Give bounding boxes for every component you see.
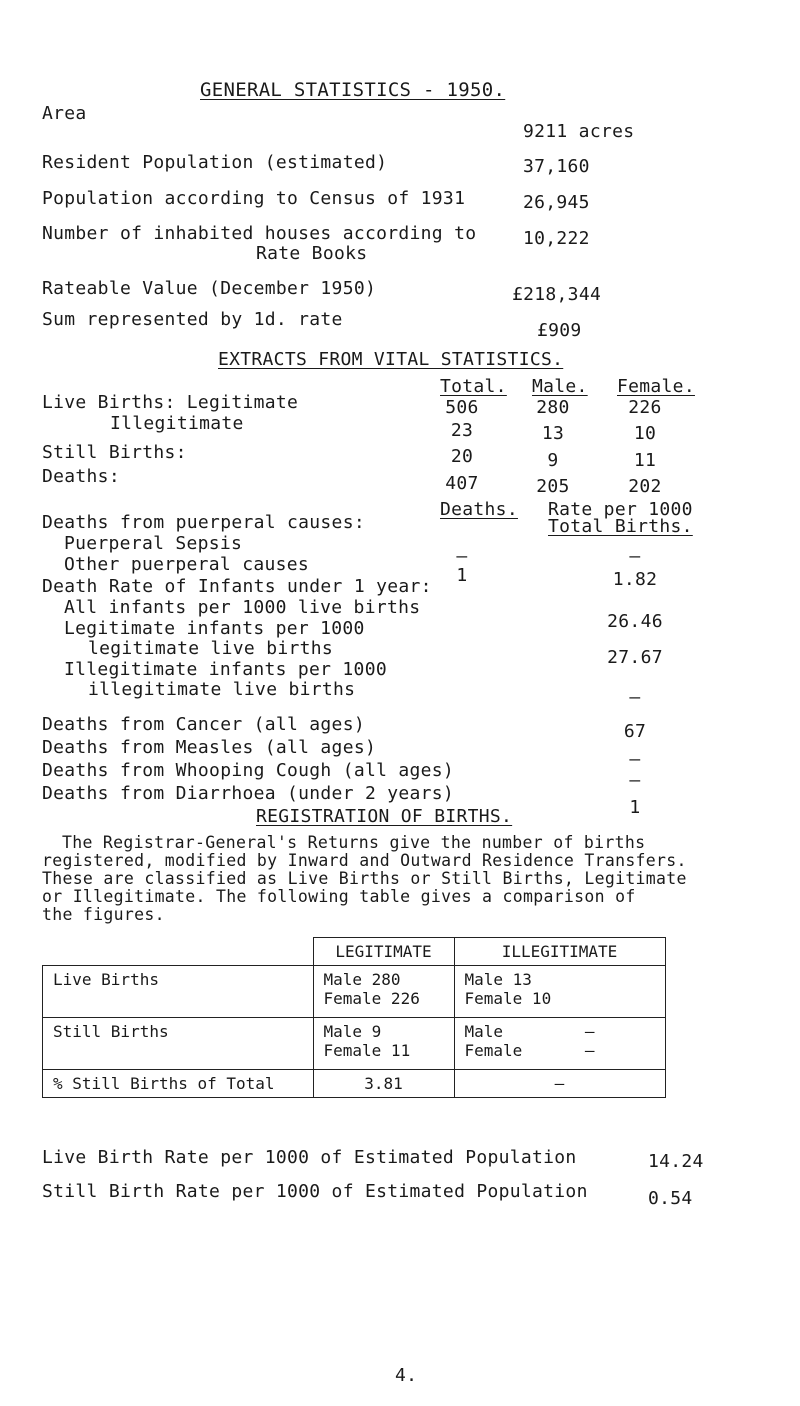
illegit-infants-label-2: illegitimate live births bbox=[88, 679, 356, 700]
resident-population-value: 37,160 bbox=[523, 156, 590, 177]
table-row bbox=[43, 966, 666, 1018]
pct-still-births-illegitimate: – bbox=[454, 1070, 665, 1098]
deaths-female: 202 bbox=[628, 476, 662, 497]
penny-rate-value: £909 bbox=[537, 320, 582, 341]
registration-heading: REGISTRATION OF BIRTHS. bbox=[256, 806, 513, 827]
comparison-table bbox=[42, 937, 666, 1098]
puerperal-sepsis-deaths: – bbox=[456, 546, 468, 567]
puerperal-causes-label: Deaths from puerperal causes: bbox=[42, 512, 365, 533]
other-puerperal-deaths: 1 bbox=[456, 565, 468, 586]
census-population-label: Population according to Census of 1931 bbox=[42, 188, 466, 209]
live-illegit-female-cell: Female 10 bbox=[464, 989, 552, 1008]
other-puerperal-rate: 1.82 bbox=[612, 569, 658, 590]
still-births-row-label: Still Births bbox=[43, 1018, 314, 1070]
inhabited-houses-label-2: Rate Books bbox=[256, 243, 368, 264]
still-illegit-male-value: – bbox=[584, 1022, 595, 1041]
puerperal-sepsis-label: Puerperal Sepsis bbox=[64, 533, 243, 554]
live-illegit-total: 23 bbox=[450, 420, 474, 441]
legit-infants-label-1: Legitimate infants per 1000 bbox=[64, 618, 365, 639]
paragraph-line-4: or Illegitimate. The following table gives a comparison of bbox=[42, 887, 636, 906]
paragraph-line-3: These are classified as Live Births or Still Births, Legitimate bbox=[42, 869, 687, 888]
pct-still-births-label: % Still Births of Total bbox=[43, 1070, 314, 1098]
cancer-deaths-label: Deaths from Cancer (all ages) bbox=[42, 714, 365, 735]
still-illegit-male-row bbox=[465, 1022, 595, 1041]
legit-infants-value: 27.67 bbox=[607, 647, 663, 668]
diarrhoea-deaths-label: Deaths from Diarrhoea (under 2 years) bbox=[42, 783, 455, 804]
live-births-legitimate-cell bbox=[313, 966, 454, 1018]
table-corner-cell bbox=[43, 938, 314, 966]
still-illegit-female-label: Female bbox=[464, 1041, 523, 1060]
still-illegit-male-label: Male bbox=[464, 1022, 504, 1041]
measles-deaths-label: Deaths from Measles (all ages) bbox=[42, 737, 377, 758]
col-female-header: Female. bbox=[617, 376, 695, 397]
infant-death-rate-label: Death Rate of Infants under 1 year: bbox=[42, 576, 432, 597]
area-label: Area bbox=[42, 103, 87, 124]
still-illegit-female-value: – bbox=[584, 1041, 595, 1060]
table-header-row bbox=[43, 938, 666, 966]
legitimate-header: LEGITIMATE bbox=[313, 938, 454, 966]
live-illegit-female: 10 bbox=[633, 423, 657, 444]
pct-still-births-legitimate: 3.81 bbox=[313, 1070, 454, 1098]
still-births-illegitimate-cell bbox=[454, 1018, 665, 1070]
illegit-infants-value: – bbox=[629, 687, 641, 708]
live-illegit-male-cell: Male 13 bbox=[464, 970, 532, 989]
live-birth-rate-value: 14.24 bbox=[648, 1151, 704, 1172]
still-birth-rate-label: Still Birth Rate per 1000 of Estimated Population bbox=[42, 1181, 588, 1202]
illegit-infants-label-1: Illegitimate infants per 1000 bbox=[64, 659, 387, 680]
still-births-male: 9 bbox=[547, 450, 559, 471]
all-infants-value: 26.46 bbox=[607, 611, 663, 632]
live-legit-female: 226 bbox=[628, 397, 662, 418]
col-deaths-header: Deaths. bbox=[440, 499, 518, 520]
other-puerperal-label: Other puerperal causes bbox=[64, 554, 310, 575]
census-population-value: 26,945 bbox=[523, 192, 590, 213]
still-births-total: 20 bbox=[450, 446, 474, 467]
cancer-deaths-value: 67 bbox=[623, 721, 647, 742]
live-births-legitimate-label: Live Births: Legitimate bbox=[42, 392, 299, 413]
vital-statistics-heading: EXTRACTS FROM VITAL STATISTICS. bbox=[218, 349, 564, 370]
illegitimate-label: Illegitimate bbox=[110, 413, 244, 434]
whooping-cough-deaths-label: Deaths from Whooping Cough (all ages) bbox=[42, 760, 455, 781]
rateable-value: £218,344 bbox=[512, 284, 602, 305]
still-legit-male-cell: Male 9 bbox=[323, 1022, 382, 1041]
live-legit-female-cell: Female 226 bbox=[323, 989, 420, 1008]
still-illegit-female-row bbox=[465, 1041, 595, 1060]
inhabited-houses-value: 10,222 bbox=[523, 228, 590, 249]
still-birth-rate-value: 0.54 bbox=[648, 1188, 693, 1209]
whooping-cough-deaths-value: – bbox=[629, 770, 641, 791]
paragraph-line-5: the figures. bbox=[42, 905, 165, 924]
page-number: 4. bbox=[395, 1365, 418, 1386]
measles-deaths-value: – bbox=[629, 749, 641, 770]
still-legit-female-cell: Female 11 bbox=[323, 1041, 411, 1060]
deaths-male: 205 bbox=[536, 476, 570, 497]
puerperal-sepsis-rate: – bbox=[629, 546, 641, 567]
live-legit-total: 506 bbox=[445, 397, 479, 418]
live-illegit-male: 13 bbox=[541, 423, 565, 444]
live-births-illegitimate-cell bbox=[454, 966, 665, 1018]
all-infants-label: All infants per 1000 live births bbox=[64, 597, 421, 618]
area-value: 9211 acres bbox=[523, 121, 635, 142]
col-total-header: Total. bbox=[440, 376, 507, 397]
rateable-value-label: Rateable Value (December 1950) bbox=[42, 278, 377, 299]
live-births-row-label: Live Births bbox=[43, 966, 314, 1018]
resident-population-label: Resident Population (estimated) bbox=[42, 152, 388, 173]
live-legit-male-cell: Male 280 bbox=[323, 970, 401, 989]
still-births-female: 11 bbox=[633, 450, 657, 471]
still-births-label: Still Births: bbox=[42, 442, 187, 463]
still-births-legitimate-cell bbox=[313, 1018, 454, 1070]
col-rate-header-1: Rate per 1000 bbox=[548, 499, 693, 520]
illegitimate-header: ILLEGITIMATE bbox=[454, 938, 665, 966]
diarrhoea-deaths-value: 1 bbox=[629, 797, 641, 818]
live-legit-male: 280 bbox=[536, 397, 570, 418]
legit-infants-label-2: legitimate live births bbox=[88, 638, 334, 659]
paragraph-line-2: registered, modified by Inward and Outward Residence Transfers. bbox=[42, 851, 687, 870]
live-birth-rate-label: Live Birth Rate per 1000 of Estimated Population bbox=[42, 1147, 577, 1168]
penny-rate-label: Sum represented by 1d. rate bbox=[42, 309, 343, 330]
inhabited-houses-label: Number of inhabited houses according to bbox=[42, 223, 477, 244]
table-row bbox=[43, 1070, 666, 1098]
deaths-label: Deaths: bbox=[42, 466, 120, 487]
col-rate-header-2: Total Births. bbox=[548, 516, 693, 537]
page-heading: GENERAL STATISTICS - 1950. bbox=[200, 79, 506, 101]
col-male-header: Male. bbox=[532, 376, 588, 397]
table-row bbox=[43, 1018, 666, 1070]
paragraph-line-1: The Registrar-General's Returns give the number of births bbox=[62, 833, 646, 852]
deaths-total: 407 bbox=[445, 473, 479, 494]
